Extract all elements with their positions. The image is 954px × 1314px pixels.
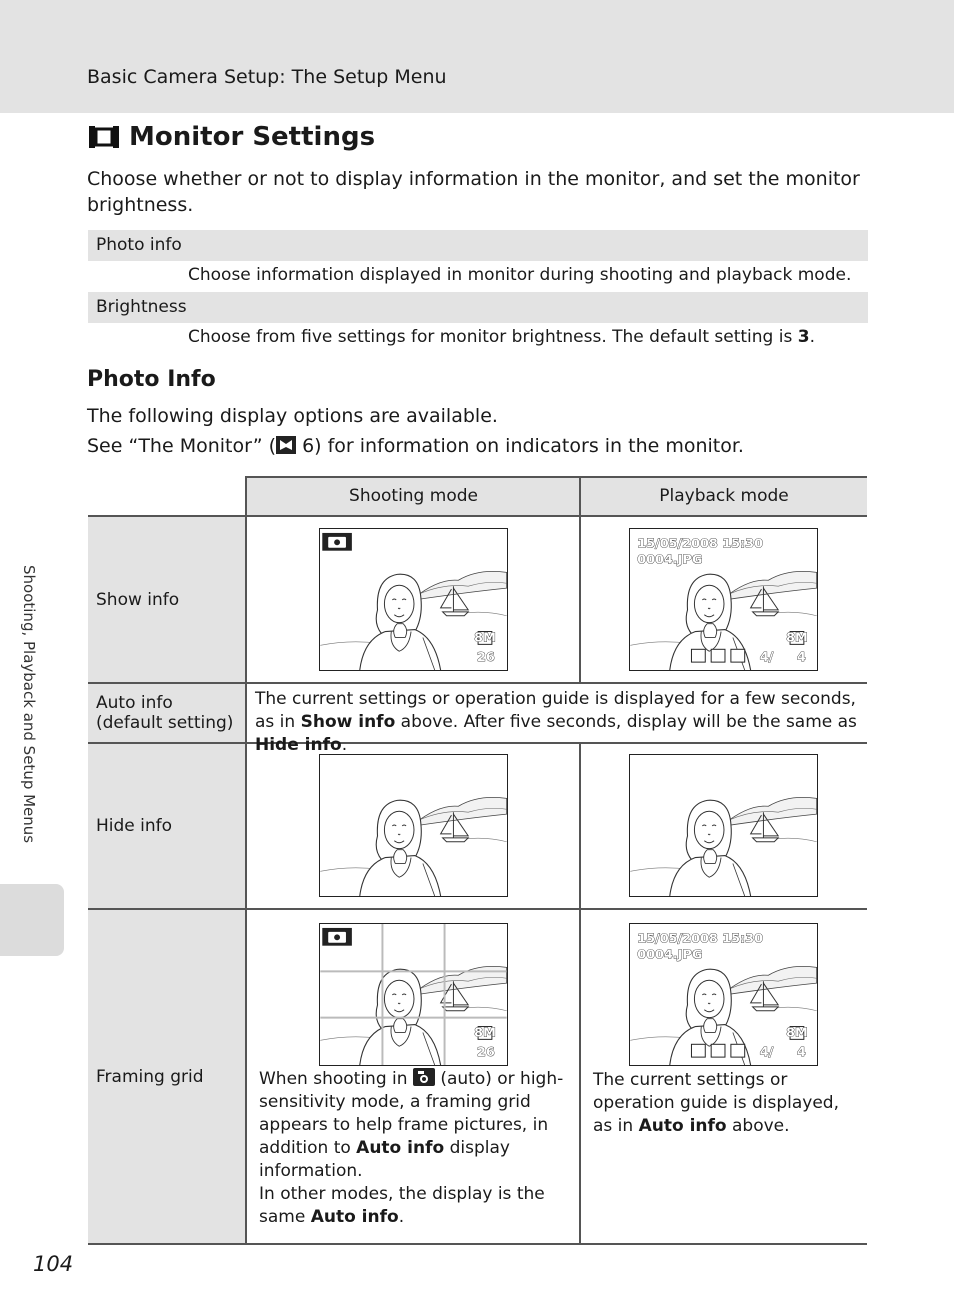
desc-text: The current settings or operation guide is displayed, as in xyxy=(593,1070,839,1136)
image-size-label: 8M xyxy=(474,1025,496,1041)
section-title: Photo Info xyxy=(87,367,216,392)
frame-total: 4 xyxy=(796,650,806,666)
camera-icon xyxy=(413,1068,435,1086)
playback-date: 15/05/2008 15:30 xyxy=(637,931,764,947)
exposures-remaining: 26 xyxy=(477,650,495,666)
para-text: See “The Monitor” ( xyxy=(87,435,277,457)
desc-text: display information. xyxy=(259,1138,510,1181)
row-label: (default setting) xyxy=(96,713,234,733)
desc-text: (auto) or high-sensitivity mode, a framing grid appears to help frame pictures, in addition to xyxy=(259,1069,564,1158)
frame-number: 4/ xyxy=(759,1045,774,1061)
desc-text: above. xyxy=(726,1116,790,1136)
playback-status-icon xyxy=(691,649,705,662)
image-size-label: 8M xyxy=(786,1025,808,1041)
option-photo-info-desc: Choose information displayed in monitor during shooting and playback mode. xyxy=(188,265,852,285)
frame-number: 4/ xyxy=(759,650,774,666)
row-head-framing-grid xyxy=(88,910,245,1244)
breadcrumb: Basic Camera Setup: The Setup Menu xyxy=(87,66,447,88)
image-size-label: 8M xyxy=(786,630,808,646)
row-head-hide-info xyxy=(88,744,245,908)
section-para-2 xyxy=(87,435,744,457)
image-size-label: 8M xyxy=(474,630,496,646)
monitor-icon xyxy=(87,123,121,151)
scene-illustration xyxy=(630,797,816,896)
screen-show-info-playback xyxy=(629,528,818,671)
exposures-remaining: 26 xyxy=(477,1045,495,1061)
row-head-show-info xyxy=(88,517,245,682)
reference-icon xyxy=(276,435,296,455)
desc-bold: Show info xyxy=(300,712,396,732)
playback-status-icon xyxy=(731,649,745,662)
desc-text: above. After five seconds, display will be the same as xyxy=(395,712,857,732)
desc-text: . xyxy=(398,1207,405,1227)
header-band xyxy=(0,0,954,113)
option-photo-info: Photo info xyxy=(88,230,868,261)
desc-text: Choose from five settings for monitor brightness. The default setting is xyxy=(188,327,798,347)
desc-text: When shooting in xyxy=(259,1069,413,1089)
screen-hide-info-shooting xyxy=(319,754,508,897)
section-para-1: The following display options are available. xyxy=(87,405,498,427)
desc-text: In other modes, the display is the same xyxy=(259,1184,545,1227)
desc-bold: Auto info xyxy=(638,1116,727,1136)
scene-illustration xyxy=(320,797,506,896)
playback-status-icon xyxy=(711,1044,725,1057)
playback-filename: 0004.JPG xyxy=(637,947,703,963)
screen-framing-grid-shooting xyxy=(319,923,508,1066)
playback-date: 15/05/2008 15:30 xyxy=(637,536,764,552)
desc-bold: 3 xyxy=(797,327,810,347)
screen-framing-grid-playback xyxy=(629,923,818,1066)
screen-show-info-shooting xyxy=(319,528,508,671)
playback-status-icon xyxy=(711,649,725,662)
row-label: Framing grid xyxy=(96,1067,204,1087)
desc-bold: Auto info xyxy=(310,1207,399,1227)
chapter-tab xyxy=(0,884,64,956)
page-title xyxy=(87,122,375,152)
option-brightness: Brightness xyxy=(88,292,868,323)
camera-mode-icon xyxy=(322,928,352,946)
playback-status-icon xyxy=(731,1044,745,1057)
desc-bold: Hide info xyxy=(255,735,342,755)
row-label: Auto info xyxy=(96,693,173,713)
row-label: Show info xyxy=(96,589,180,610)
row-head-auto-info xyxy=(88,684,245,742)
framing-shooting-description xyxy=(259,1068,571,1229)
intro-text: Choose whether or not to display information in the monitor, and set the monitor brightness. xyxy=(87,168,860,216)
desc-text: The current settings or operation guide is displayed for a few seconds, as in xyxy=(255,689,856,732)
playback-filename: 0004.JPG xyxy=(637,552,703,568)
para-text: 6) for information on indicators in the monitor. xyxy=(296,435,744,457)
row-label: Hide info xyxy=(96,816,173,836)
playback-status-icon xyxy=(691,1044,705,1057)
auto-info-description xyxy=(255,688,860,757)
option-brightness-desc xyxy=(188,327,815,347)
frame-total: 4 xyxy=(796,1045,806,1061)
col-head-playback: Playback mode xyxy=(581,477,867,515)
page-number: 104 xyxy=(33,1252,74,1276)
desc-text: . xyxy=(341,735,348,755)
chapter-label: Shooting, Playback and Setup Menus xyxy=(20,565,38,844)
page-title-text: Monitor Settings xyxy=(129,122,376,152)
col-head-shooting: Shooting mode xyxy=(247,477,580,515)
desc-text: . xyxy=(809,327,815,347)
screen-hide-info-playback xyxy=(629,754,818,897)
camera-mode-icon xyxy=(322,533,352,551)
framing-playback-description xyxy=(593,1069,861,1138)
desc-bold: Auto info xyxy=(356,1138,445,1158)
